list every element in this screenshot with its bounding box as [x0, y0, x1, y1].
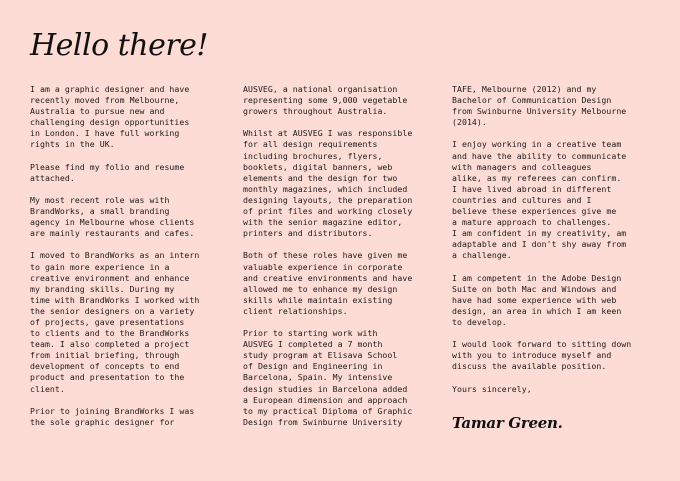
letter-column-3	[452, 84, 648, 434]
letter-column-1	[30, 84, 226, 428]
paragraph: AUSVEG, a national organisation representing some 9,000 vegetable growers throughout Australia.	[243, 84, 408, 117]
paragraph: My most recent role was with BrandWorks, a small branding agency in Melbourne whose clients are mainly restaurants and cafes.	[30, 194, 195, 239]
paragraph: Please find my folio and resume attached.	[30, 161, 185, 183]
paragraph: TAFE, Melbourne (2012) and my Bachelor of Communication Design from Swinburne University Melbourne (2014).	[452, 84, 627, 128]
letter-heading: Hello there!	[30, 28, 208, 63]
paragraph: I moved to BrandWorks as an intern to gain more experience in a creative environment and enhance my branding skills. During my time with BrandWorks I worked with the senior designers on a variety of projects, gave presentations to clients and to the BrandWorks team. I also completed a project from initial briefing, through development of concepts to end product and presentation to the client.	[30, 250, 200, 394]
paragraph: I am competent in the Adobe Design Suite on both Mac and Windows and have had some experience with web design, an area in which I am keen to develop.	[452, 272, 622, 327]
paragraph: Prior to joining BrandWorks I was the sole graphic designer for	[30, 405, 195, 427]
letter-column-2	[243, 84, 439, 428]
paragraph: Prior to starting work with AUSVEG I completed a 7 month study program at Elisava School of Design and Engineering in Barcelona, Spain. My intensive design studies in Barcelona added a European dimension and approach to my practical Diploma of Graphic Design from Swinburne University	[243, 328, 413, 427]
paragraph: I enjoy working in a creative team and have the ability to communicate with managers and colleagues alike, as my referees can confirm. I have lived abroad in different countries and cultures and I believe these experiences give me a mature approach to challenges. I am confident in my creativity, am adaptable and I don't shy away from a challenge.	[452, 139, 627, 261]
paragraph: I am a graphic designer and have recently moved from Melbourne, Australia to pursue new and challenging design opportunities in London. I have full working rights in the UK.	[30, 84, 190, 150]
signature: Tamar Green.	[452, 413, 563, 432]
closing: Yours sincerely,	[452, 383, 532, 394]
paragraph: Both of these roles have given me valuable experience in corporate and creative environments and have allowed me to enhance my design skills while maintain existing client relationships.	[243, 250, 413, 316]
paragraph: I would look forward to sitting down with you to introduce myself and discuss the available position.	[452, 339, 632, 372]
paragraph: Whilst at AUSVEG I was responsible for all design requirements including brochures, flyers, booklets, digital banners, web elements and the design for two monthly magazines, which included designing layouts, the preparation of print files and working closely with the senior magazine editor, printers and distributors.	[243, 128, 413, 239]
